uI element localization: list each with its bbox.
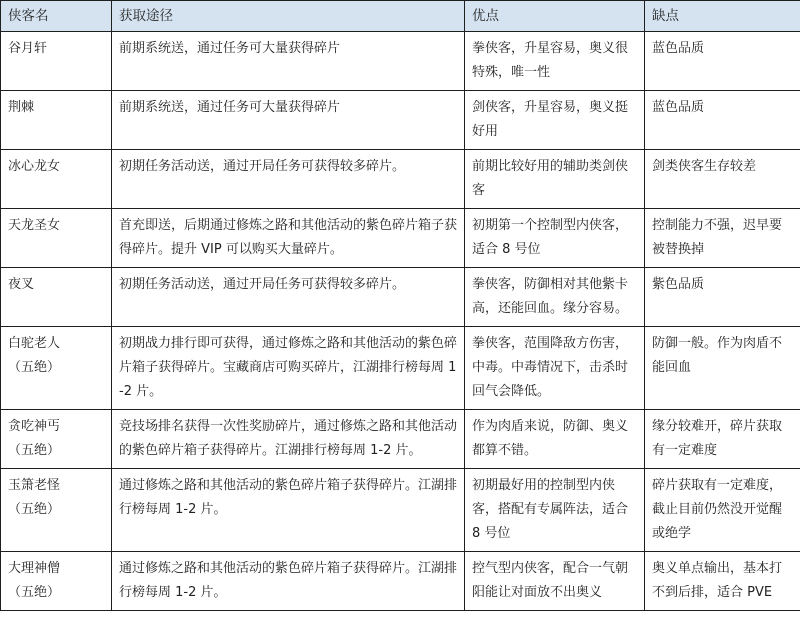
pros-cell: 拳侠客，升星容易，奥义很特殊，唯一性 bbox=[465, 32, 645, 91]
header-source: 获取途径 bbox=[112, 1, 465, 32]
hero-tag: （五绝） bbox=[8, 443, 61, 458]
hero-name: 大理神僧 bbox=[8, 561, 61, 576]
pros-cell: 初期第一个控制型内侠客，适合 8 号位 bbox=[465, 209, 645, 268]
source-cell: 初期任务活动送，通过开局任务可获得较多碎片。 bbox=[112, 268, 465, 327]
hero-name-cell bbox=[1, 410, 112, 469]
pros-cell: 控气型内侠客，配合一气朝阳能让对面放不出奥义 bbox=[465, 552, 645, 611]
table-body bbox=[1, 32, 800, 611]
header-row bbox=[1, 1, 800, 32]
cons-cell: 蓝色品质 bbox=[645, 91, 800, 150]
source-cell: 竞技场排名获得一次性奖励碎片，通过修炼之路和其他活动的紫色碎片箱子获得碎片。江湖排行榜每周 1-2 片。 bbox=[112, 410, 465, 469]
table-row bbox=[1, 327, 800, 410]
cons-cell: 奥义单点输出，基本打不到后排，适合 PVE bbox=[645, 552, 800, 611]
source-cell: 首充即送，后期通过修炼之路和其他活动的紫色碎片箱子获得碎片。提升 VIP 可以购买大量碎片。 bbox=[112, 209, 465, 268]
pros-cell: 拳侠客，范围降敌方伤害，中毒。中毒情况下，击杀时回气会降低。 bbox=[465, 327, 645, 410]
pros-cell: 初期最好用的控制型内侠客，搭配有专属阵法，适合 8 号位 bbox=[465, 469, 645, 552]
table-row bbox=[1, 150, 800, 209]
table-row bbox=[1, 209, 800, 268]
hero-name: 玉箫老怪 bbox=[8, 478, 61, 493]
source-cell: 通过修炼之路和其他活动的紫色碎片箱子获得碎片。江湖排行榜每周 1-2 片。 bbox=[112, 469, 465, 552]
cons-cell: 紫色品质 bbox=[645, 268, 800, 327]
table-row bbox=[1, 268, 800, 327]
header-cons: 缺点 bbox=[645, 1, 800, 32]
pros-cell: 前期比较好用的辅助类剑侠客 bbox=[465, 150, 645, 209]
hero-name-cell bbox=[1, 327, 112, 410]
pros-cell: 作为肉盾来说，防御、奥义都算不错。 bbox=[465, 410, 645, 469]
header-name: 侠客名 bbox=[1, 1, 112, 32]
header-pros: 优点 bbox=[465, 1, 645, 32]
source-cell: 初期战力排行即可获得，通过修炼之路和其他活动的紫色碎片箱子获得碎片。宝藏商店可购买碎片，江湖排行榜每周 1-2 片。 bbox=[112, 327, 465, 410]
table-row bbox=[1, 469, 800, 552]
table-row bbox=[1, 91, 800, 150]
table-row bbox=[1, 32, 800, 91]
hero-tag: （五绝） bbox=[8, 585, 61, 600]
hero-name: 白驼老人 bbox=[8, 336, 61, 351]
hero-name-cell bbox=[1, 150, 112, 209]
hero-name-cell bbox=[1, 209, 112, 268]
hero-name-cell bbox=[1, 268, 112, 327]
hero-name-cell bbox=[1, 91, 112, 150]
source-cell: 通过修炼之路和其他活动的紫色碎片箱子获得碎片。江湖排行榜每周 1-2 片。 bbox=[112, 552, 465, 611]
hero-name-cell bbox=[1, 32, 112, 91]
hero-name-cell bbox=[1, 469, 112, 552]
cons-cell: 防御一般。作为肉盾不能回血 bbox=[645, 327, 800, 410]
source-cell: 初期任务活动送，通过开局任务可获得较多碎片。 bbox=[112, 150, 465, 209]
hero-name: 冰心龙女 bbox=[8, 159, 61, 174]
hero-name: 夜叉 bbox=[8, 277, 35, 292]
hero-tag: （五绝） bbox=[8, 502, 61, 517]
hero-name: 谷月轩 bbox=[8, 41, 48, 56]
hero-name: 贪吃神丐 bbox=[8, 419, 61, 434]
pros-cell: 剑侠客，升星容易，奥义挺好用 bbox=[465, 91, 645, 150]
table-header bbox=[1, 1, 800, 32]
cons-cell: 缘分较难开，碎片获取有一定难度 bbox=[645, 410, 800, 469]
source-cell: 前期系统送，通过任务可大量获得碎片 bbox=[112, 91, 465, 150]
hero-name-cell bbox=[1, 552, 112, 611]
cons-cell: 剑类侠客生存较差 bbox=[645, 150, 800, 209]
table-row bbox=[1, 410, 800, 469]
hero-name: 天龙圣女 bbox=[8, 218, 61, 233]
pros-cell: 拳侠客，防御相对其他紫卡高，还能回血。缘分容易。 bbox=[465, 268, 645, 327]
cons-cell: 蓝色品质 bbox=[645, 32, 800, 91]
cons-cell: 控制能力不强，迟早要被替换掉 bbox=[645, 209, 800, 268]
source-cell: 前期系统送，通过任务可大量获得碎片 bbox=[112, 32, 465, 91]
cons-cell: 碎片获取有一定难度，截止目前仍然没开觉醒或绝学 bbox=[645, 469, 800, 552]
table-row bbox=[1, 552, 800, 611]
hero-tag: （五绝） bbox=[8, 360, 61, 375]
hero-name: 荆棘 bbox=[8, 100, 35, 115]
